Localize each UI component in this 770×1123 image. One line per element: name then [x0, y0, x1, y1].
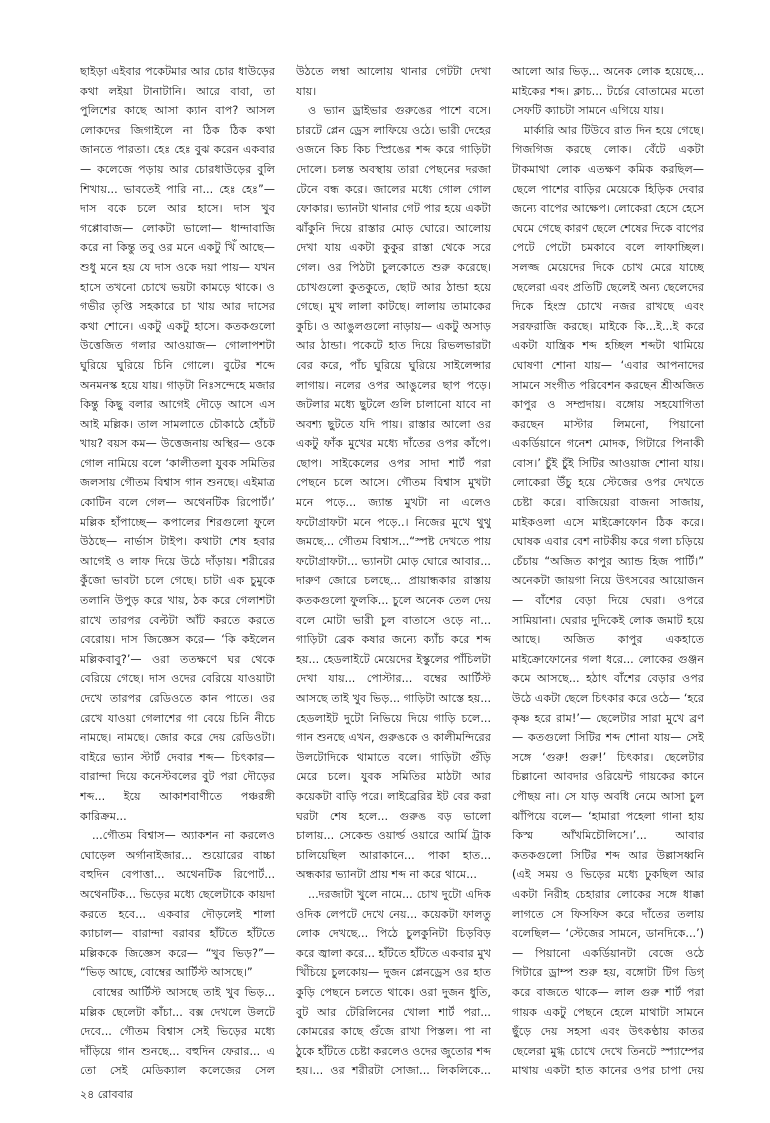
paragraph: ছাইড়া এইবার পকেটমার আর চোর ধাউড়ের কথা লইয়া টানাটানি। আরে বাবা, তা পুলিশের কাছে আসা ক্যান বাপ? আসল লোকদের জিগাইলে না ঠিক ঠিক কথা জানতে পারতা। হেঃ হেঃ বুঝ করেন একবার— কলেজে পড়ায় আর চোরধাউড়ের বুলি শিখায়... ভাবতেই পারি না... হেঃ হেঃ”— দাস বকে চলে আর হাসে। দাস খুব গপ্পোবাজ— লোকটা ভালো— ধান্দাবাজি করে না কিন্তু তবু ওর মনে একটু খিঁ আছে— শুধু মনে হয় যে দাস ওকে দয়া পায়— যখন হাসে তখনো চোখে ভয়টা কামড়ে থাকে। ও গভীর তৃপ্তি সহকারে চা খায় আর দাসের কথা শোনে। একটু একটু হাসে। কতকগুলো উত্তেজিত গলার আওয়াজ— গোলাপশটা ঘুরিয়ে ঘুরিয়ে চিনি গোলে। বুটের শব্দে অনমনস্ক হয়ে যায়। গাড়টা নিঃসন্দেহে মজার কিন্তু কিছু বলার আগেই দৌড়ে আসে এস আই মল্লিক। তাল সামলাতে চৌকাঠে হোঁচট খায়? বয়স কম— উত্তেজনায় অস্থির— ওকে গোল নামিয়ে বলে ‘কালীতলা যুবক সমিতির জলসায় গৌতম বিশ্বাস গান শুনছে। এইমাত্র কোটিন বলে গেল— অথেনটিক রিপোর্ট।’ মল্লিক হাঁপাচ্ছে— কপালের শিরগুলো ফুলে উঠছে— নার্ভাস টাইপ। কথাটা শেষ হবার আগেই ও লাফ দিয়ে উঠে দাঁড়ায়। শরীরের কুঁজো ভাবটা চলে গেছে। চাটা এক চুমুকে তলানি উপুড় করে খায়, ঠক করে গেলাশটা রাখে তারপর বেল্টটা আঁট করতে করতে বেরোয়। দাস জিজ্ঞেস করে— ‘কি কইলেন মল্লিকবাবু?’— ওরা ততক্ষণে ঘর থেকে বেরিয়ে গেছে। দাস ওদের বেরিয়ে যাওয়াটা দেখে তারপর রেডিওতে কান পাতে। ওর রেখে যাওয়া গেলাশের গা বেয়ে চিনি নীচে নামছে। নামছে। জোর করে দেয় রেডিওটা। বাইরে ভ্যান স্টার্ট দেবার শব্দ— চিৎকার— বারান্দা দিয়ে কনেস্টবলের বুট পরা দৌড়ের শব্দ... ইয়ে আকাশবাণীতে পঞ্চরঙ্গী কারিক্রম... — [80, 65, 275, 823]
paragraph: ও ভ্যান ড্রাইভার গুরুঙের পাশে বসে। চারটে প্লেন ড্রেস লাফিয়ে ওঠে। ভারী দেহের ওজনে কিচ কিচ স্প্রিঙের শব্দ করে গাড়িটা দোলে। চলন্ত অবস্থায় তারা পেছনের দরজা টেনে বন্ধ করে। জালের মধ্যে গোল গোল ফোকার। ভ্যানটা থানার গেট পার হয়ে একটা ঝাঁকুনি দিয়ে রাস্তার মোড় ঘোরে। আলোয় দেখা যায় একটা কুকুর রাস্তা থেকে সরে গেল। ওর পিঠটা চুলকোতে শুরু করেছে। চোখগুলো কুতকুতে, ছোট আর ঠান্ডা হয়ে গেছে। মুখ লালা কাটছে। লালায় তামাকের কুচি। ও আঙুলগুলো নাড়ায়— একটু অসাড় আর ঠান্ডা। পকেটে হাত দিয়ে রিভলভারটা বের করে, পাঁচ ঘুরিয়ে ঘুরিয়ে সাইলেন্সার লাগায়। নলের ওপর আঙুলের ছাপ পড়ে। জটলার মধ্যে ছুটলে গুলি চালানো যাবে না অবশ্য ছুটতে যদি পায়। রাস্তার আলো ওর একটু ফাঁক মুখের মধ্যে দাঁতের ওপর কাঁপে। ছোপ। সাইকেলের ওপর সাদা শার্ট পরা পেছনে চলে আসে। গৌতম বিশ্বাস মুখটা মনে পড়ে... জ্যান্ত মুখটা না এলেও ফটোগ্রাফটা মনে পড়ে..। নিজের মুখে থুথু জমছে... গৌতম বিশ্বাস...“স্পষ্ট দেখতে পায় ফটোগ্রাফটা... ভ্যানটা মোড় ঘোরে আবার... দারুণ জোরে চলছে... প্রায়ান্ধকার রাস্তায় কতকগুলো ফুলকি... চুলে অনেক তেল দেয় বলে মোটা ভারী চুল বাতাসে ওড়ে না... গাড়িটা ব্রেক কষার জন্যে ক্যাঁচ করে শব্দ হয়... হেডলাইটে মেয়েদের ইস্কুলের পাঁচিলটা দেখা যায়... পোস্টার... বম্বের আর্টিস্ট আসছে তাই খুব ভিড়... গাড়িটা আস্তে হয়... হেডলাইট দুটো নিভিয়ে দিয়ে গাড়ি চলে... গান শুনছে এখন, গুরুঙকে ও কালীমন্দিরের উলটোদিকে থামাতে বলে। গাড়িটা গুঁড়ি মেরে চলে। যুবক সমিতির মাঠটা আর কয়েকটা বাড়ি পরে। লাইব্রেরির ইট বের করা ঘরটা শেষ হলে... গুরুঙ বড় ভালো চালায়... সেকেন্ড ওয়ার্ল্ড ওয়ারে আর্মি ট্রাক চালিয়েছিল আরাকানে... পাকা হাত... অন্ধকার ভ্যানটা প্রায় শব্দ না করে থামে... — [296, 104, 491, 882]
text-column-1 — [80, 62, 275, 1082]
paragraph: আলো আর ভিড়... অনেক লোক হয়েছে... মাইকের শব্দ। ক্লাচ... টর্চের বোতামের মতো সেফটি ক্যাচটা সামনে এগিয়ে যায়। — [512, 65, 704, 118]
page-footer: ২৪ রোববার — [80, 1088, 133, 1101]
paragraph: উঠতে লম্বা আলোয় থানার গেটটা দেখা যায়। — [296, 65, 491, 98]
paragraph: মার্কারি আর টিউবে রাত দিন হয়ে গেছে। গিজগিজ করছে লোক। বেঁটে একটা টাকমাথা লোক এতক্ষণ কমিক করছিল— ছেলে পাশের বাড়ির মেয়েকে হিড়িক দেবার জন্যে বাপের আক্ষেপ। লোকেরা হেসে হেসে ঘেমে গেছে কারণ ছেলে শেষের দিকে বাপের পেটে পেটো চমকাবে বলে লাফাচ্ছিল। সলজ্জ মেয়েদের দিকে চোখ মেরে যাচ্ছে ছেলেরা এবং প্রতিটি ছেলেই অন্য ছেলেদের দিকে হিংস্র চোখে নজর রাখছে এবং সরফরাজি করছে। মাইকে কি...ই...ই করে একটা যান্ত্রিক শব্দ হচ্ছিল শব্দটা থামিয়ে ঘোষণা শোনা যায়— ‘এবার আপনাদের সামনে সংগীত পরিবেশন করছেন শ্রীঅজিত কাপুর ও সম্প্রদায়। বঙ্গোয় সহযোগিতা করছেন মাস্টার লিমনো, পিয়ানো একর্ডিয়ানে গনেশ মোদক, গিটারে পিনাকী বোস।’ চুঁই চুঁই সিটির আওয়াজ শোনা যায়। লোকেরা উঁচু হয়ে স্টেজের ওপর দেখতে চেষ্টা করে। বাজিয়েরা বাজনা সাজায়, মাইকওলা এসে মাইক্রোফোন ঠিক করে। ঘোষক এবার বেশ নাটকীয় করে গলা চড়িয়ে চেঁচায় “অজিত কাপুর অ্যান্ড হিজ পার্টি।” অনেকটা জায়গা নিয়ে উৎসবের আয়োজন— বাঁশের বেড়া দিয়ে ঘেরা। ওপরে সামিয়ানা। ঘেরার দুদিকেই লোক জমাট হয়ে আছে। অজিত কাপুর একহাতে মাইক্রোফোনের গলা ধরে... লোকের গুঞ্জন কমে আসছে... হঠাৎ বাঁশের বেড়ার ওপর উঠে একটা ছেলে চিৎকার করে ওঠে— ‘হরে কৃষ্ণ হরে রাম!’— ছেলেটার সারা মুখে ব্রণ— কতগুলো সিটির শব্দ শোনা যায়— সেই সঙ্গে ‘গুরু! গুরু!’ চিৎকার। ছেলেটার চিল্লানো আবদার ওরিয়েন্ট গায়কের কানে পৌছয় না। সে যাড় অবধি নেমে আসা চুল ঝাঁপিয়ে বলে— ‘হামারা পহেলা গানা হায় কিস্ম আঁখমিচৌলিসে।’... আবার কতকগুলো সিটির শব্দ আর উল্লাসধ্বনি (এই সময় ও ভিড়ের মধ্যে ঢুকছিল আর একটা নিরীহ চেহারার লোকের সঙ্গে ধাক্কা লাগতে সে ফিসফিস করে দাঁতের তলায় বলেছিল— ‘স্টেজের সামনে, ডানদিকে...’)— পিয়ানো একর্ডিয়ানটা বেজে ওঠে গিটারে ড্রাম্প শুরু হয়, বঙ্গোটা টিগ ডিগ্ করে বাজতে থাকে— লাল গুরু শার্ট পরা গায়ক একটু পেছনে হেলে মাথাটা সামনে ছুঁড়ে দেয় সহসা এবং উৎকণ্ঠায় কাতর ছেলেরা মুগ্ধ চোখে দেখে তিনটে স্প্যাম্পের মাথায় একটা হাত কানের ওপর চাপা দেয় — [512, 123, 704, 1078]
paragraph: বোম্বের আর্টিস্ট আসছে তাই খুব ভিড়... মল্লিক ছেলেটা কাঁচা... বক্স দেখলে উলটে দেবে... গৌতম বিশ্বাস সেই ভিড়ের মধ্যে দাঁড়িয়ে গান শুনছে... বহুদিন ফেরার... এ তো সেই মেডিক্যাল কলেজের সেল — [80, 985, 275, 1078]
text-column-2 — [296, 62, 491, 1082]
paragraph: ...গৌতম বিশ্বাস— অ্যাকশন না করলেও ঘোড়েল অর্গানাইজার... শুয়োরের বাচ্চা বহুদিন বেপাত্তা... অথেনটিক রিপোর্ট... অথেনটিক... ভিড়ের মধ্যে ছেলেটাকে কায়দা করতে হবে... একবার দৌড়লেই শালা ক্যাচাল— বারান্দা বরাবর হাঁটতে হাঁটতে মল্লিককে জিজ্ঞেস করে— “খুব ভিড়?”— “ভিড় আছে, বোম্বের আর্টিস্ট আসছে।” — [80, 829, 275, 980]
paragraph: ...দরজাটা খুলে নামে... চোখ দুটো এদিক ওদিক লেপটে দেখে নেয়... কয়েকটা ফালতু লোক দেখছে... পিঠে চুলকুনিটা চিড়বিড় করে জ্বালা করে... হাঁটতে হাঁটতে একবার মুখ খিঁচিয়ে চুলকোয়— দুজন প্লেনড্রেস ওর হাত কুড়ি পেছনে চলতে থাকে। ওরা দুজন ধুতি, বুট আর টেরিলিনের খোলা শার্ট পরা... কোমরের কাছে গুঁজে রাখা পিস্তল। পা না ঠুকে হাঁটতে চেষ্টা করলেও ওদের জুতোর শব্দ হয়।... ওর শরীরটা সোজা... লিকলিকে... — [296, 887, 491, 1078]
text-column-3 — [512, 62, 704, 1082]
